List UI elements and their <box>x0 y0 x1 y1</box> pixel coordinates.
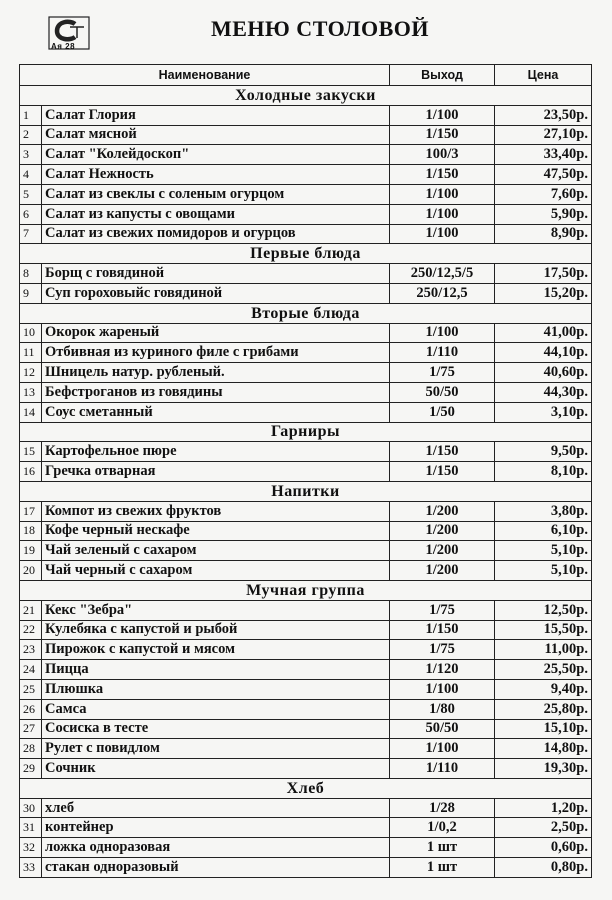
item-price: 0,60р. <box>495 838 592 858</box>
item-price: 40,60р. <box>495 363 592 383</box>
item-name: Сосиска в тесте <box>42 719 390 739</box>
item-name: Салат из капусты с овощами <box>42 204 390 224</box>
item-price: 23,50р. <box>495 105 592 125</box>
item-number: 31 <box>20 818 42 838</box>
section-header-row <box>20 244 592 264</box>
item-price: 25,50р. <box>495 660 592 680</box>
item-output: 1/100 <box>390 204 495 224</box>
section-header-row <box>20 303 592 323</box>
item-name: Пирожок с капустой и мясом <box>42 640 390 660</box>
item-name: Суп гороховыйс говядиной <box>42 283 390 303</box>
column-header-name: Наименование <box>20 65 390 86</box>
item-number: 32 <box>20 838 42 858</box>
item-price: 15,20р. <box>495 283 592 303</box>
item-name: Шницель натур. рубленый. <box>42 363 390 383</box>
table-row <box>20 165 592 185</box>
item-price: 25,80р. <box>495 699 592 719</box>
item-number: 23 <box>20 640 42 660</box>
item-output: 1/50 <box>390 402 495 422</box>
item-price: 15,10р. <box>495 719 592 739</box>
item-price: 5,10р. <box>495 541 592 561</box>
item-output: 1/100 <box>390 184 495 204</box>
table-row <box>20 561 592 581</box>
item-number: 33 <box>20 858 42 878</box>
table-row <box>20 699 592 719</box>
item-number: 29 <box>20 759 42 779</box>
table-row <box>20 541 592 561</box>
item-output: 1/80 <box>390 699 495 719</box>
item-name: Борщ с говядиной <box>42 264 390 284</box>
section-header-row <box>20 778 592 798</box>
item-output: 1/110 <box>390 759 495 779</box>
item-output: 1/200 <box>390 501 495 521</box>
item-name: Салат Глория <box>42 105 390 125</box>
item-name: Пицца <box>42 660 390 680</box>
table-row <box>20 442 592 462</box>
item-output: 1/28 <box>390 798 495 818</box>
item-output: 1/150 <box>390 125 495 145</box>
table-row <box>20 660 592 680</box>
section-title: Вторые блюда <box>20 303 592 323</box>
item-output: 1/100 <box>390 679 495 699</box>
item-price: 27,10р. <box>495 125 592 145</box>
page-title: МЕНЮ СТОЛОВОЙ <box>210 16 429 41</box>
table-row <box>20 224 592 244</box>
item-price: 2,50р. <box>495 818 592 838</box>
item-number: 19 <box>20 541 42 561</box>
table-row <box>20 858 592 878</box>
item-name: Салат "Колейдоскоп" <box>42 145 390 165</box>
table-row <box>20 204 592 224</box>
item-number: 6 <box>20 204 42 224</box>
item-output: 50/50 <box>390 382 495 402</box>
table-row <box>20 620 592 640</box>
item-name: Соус сметанный <box>42 402 390 422</box>
table-row <box>20 323 592 343</box>
item-number: 10 <box>20 323 42 343</box>
item-output: 250/12,5/5 <box>390 264 495 284</box>
item-price: 41,00р. <box>495 323 592 343</box>
item-output: 250/12,5 <box>390 283 495 303</box>
table-row <box>20 501 592 521</box>
item-number: 5 <box>20 184 42 204</box>
item-number: 26 <box>20 699 42 719</box>
item-name: Гречка отварная <box>42 462 390 482</box>
item-output: 1/150 <box>390 442 495 462</box>
item-name: Салат из свеклы с соленым огурцом <box>42 184 390 204</box>
table-row <box>20 818 592 838</box>
item-price: 5,10р. <box>495 561 592 581</box>
item-output: 1/0,2 <box>390 818 495 838</box>
table-row <box>20 105 592 125</box>
table-header-row <box>20 65 592 86</box>
table-row <box>20 838 592 858</box>
item-output: 1/75 <box>390 363 495 383</box>
item-price: 7,60р. <box>495 184 592 204</box>
menu-body <box>20 86 592 878</box>
section-header-row <box>20 580 592 600</box>
item-output: 1/200 <box>390 541 495 561</box>
item-output: 1 шт <box>390 838 495 858</box>
item-name: ложка одноразовая <box>42 838 390 858</box>
item-output: 1/100 <box>390 105 495 125</box>
item-output: 1/75 <box>390 600 495 620</box>
item-output: 1/100 <box>390 224 495 244</box>
table-row <box>20 759 592 779</box>
item-output: 1/150 <box>390 620 495 640</box>
item-price: 47,50р. <box>495 165 592 185</box>
item-output: 1/100 <box>390 739 495 759</box>
item-output: 1/150 <box>390 165 495 185</box>
item-name: Салат из свежих помидоров и огурцов <box>42 224 390 244</box>
item-name: Чай черный с сахаром <box>42 561 390 581</box>
section-title: Напитки <box>20 481 592 501</box>
item-name: Кофе черный нескафе <box>42 521 390 541</box>
table-row <box>20 679 592 699</box>
item-output: 1/110 <box>390 343 495 363</box>
item-number: 21 <box>20 600 42 620</box>
item-name: Сочник <box>42 759 390 779</box>
section-title: Первые блюда <box>20 244 592 264</box>
item-number: 17 <box>20 501 42 521</box>
item-price: 9,40р. <box>495 679 592 699</box>
item-number: 13 <box>20 382 42 402</box>
item-name: Кулебяка с капустой и рыбой <box>42 620 390 640</box>
item-name: Салат Нежность <box>42 165 390 185</box>
item-number: 22 <box>20 620 42 640</box>
table-row <box>20 283 592 303</box>
item-output: 1/200 <box>390 561 495 581</box>
item-price: 33,40р. <box>495 145 592 165</box>
table-row <box>20 402 592 422</box>
section-header-row <box>20 422 592 442</box>
item-price: 9,50р. <box>495 442 592 462</box>
item-number: 4 <box>20 165 42 185</box>
section-title: Мучная группа <box>20 580 592 600</box>
column-header-price: Цена <box>495 65 592 86</box>
item-number: 14 <box>20 402 42 422</box>
item-output: 1/150 <box>390 462 495 482</box>
item-number: 9 <box>20 283 42 303</box>
item-number: 11 <box>20 343 42 363</box>
table-row <box>20 798 592 818</box>
item-number: 16 <box>20 462 42 482</box>
section-title: Гарниры <box>20 422 592 442</box>
section-title: Хлеб <box>20 778 592 798</box>
item-number: 2 <box>20 125 42 145</box>
item-number: 28 <box>20 739 42 759</box>
item-name: Отбивная из куриного филе с грибами <box>42 343 390 363</box>
item-price: 5,90р. <box>495 204 592 224</box>
item-price: 6,10р. <box>495 521 592 541</box>
item-price: 44,30р. <box>495 382 592 402</box>
item-price: 15,50р. <box>495 620 592 640</box>
item-name: Кекс "Зебра" <box>42 600 390 620</box>
item-price: 1,20р. <box>495 798 592 818</box>
item-output: 1/200 <box>390 521 495 541</box>
item-output: 100/3 <box>390 145 495 165</box>
item-output: 1 шт <box>390 858 495 878</box>
item-name: контейнер <box>42 818 390 838</box>
item-number: 18 <box>20 521 42 541</box>
item-name: Компот из свежих фруктов <box>42 501 390 521</box>
item-number: 7 <box>20 224 42 244</box>
menu-table <box>19 64 592 878</box>
item-name: Картофельное пюре <box>42 442 390 462</box>
item-price: 17,50р. <box>495 264 592 284</box>
item-name: Плюшка <box>42 679 390 699</box>
table-row <box>20 600 592 620</box>
table-row <box>20 184 592 204</box>
item-output: 1/75 <box>390 640 495 660</box>
item-name: Бефстроганов из говядины <box>42 382 390 402</box>
item-number: 15 <box>20 442 42 462</box>
column-header-output: Выход <box>390 65 495 86</box>
item-name: Рулет с повидлом <box>42 739 390 759</box>
item-name: хлеб <box>42 798 390 818</box>
table-row <box>20 719 592 739</box>
item-price: 8,10р. <box>495 462 592 482</box>
item-number: 27 <box>20 719 42 739</box>
item-name: Салат мясной <box>42 125 390 145</box>
item-number: 8 <box>20 264 42 284</box>
item-price: 0,80р. <box>495 858 592 878</box>
item-price: 3,80р. <box>495 501 592 521</box>
item-price: 14,80р. <box>495 739 592 759</box>
section-title: Холодные закуски <box>20 86 592 106</box>
item-number: 30 <box>20 798 42 818</box>
item-price: 8,90р. <box>495 224 592 244</box>
item-name: Окорок жареный <box>42 323 390 343</box>
logo-text: Ая 28 <box>51 42 76 51</box>
item-output: 1/100 <box>390 323 495 343</box>
table-row <box>20 640 592 660</box>
table-row <box>20 145 592 165</box>
item-price: 19,30р. <box>495 759 592 779</box>
item-name: Чай зеленый с сахаром <box>42 541 390 561</box>
item-number: 1 <box>20 105 42 125</box>
table-row <box>20 382 592 402</box>
item-number: 20 <box>20 561 42 581</box>
item-number: 25 <box>20 679 42 699</box>
item-price: 11,00р. <box>495 640 592 660</box>
table-row <box>20 125 592 145</box>
item-number: 24 <box>20 660 42 680</box>
table-row <box>20 363 592 383</box>
item-number: 3 <box>20 145 42 165</box>
section-header-row <box>20 86 592 106</box>
table-row <box>20 521 592 541</box>
item-name: стакан одноразовый <box>42 858 390 878</box>
section-header-row <box>20 481 592 501</box>
item-number: 12 <box>20 363 42 383</box>
table-row <box>20 343 592 363</box>
item-price: 44,10р. <box>495 343 592 363</box>
table-row <box>20 739 592 759</box>
item-output: 1/120 <box>390 660 495 680</box>
table-row <box>20 264 592 284</box>
item-name: Самса <box>42 699 390 719</box>
item-price: 3,10р. <box>495 402 592 422</box>
table-row <box>20 462 592 482</box>
item-output: 50/50 <box>390 719 495 739</box>
item-price: 12,50р. <box>495 600 592 620</box>
